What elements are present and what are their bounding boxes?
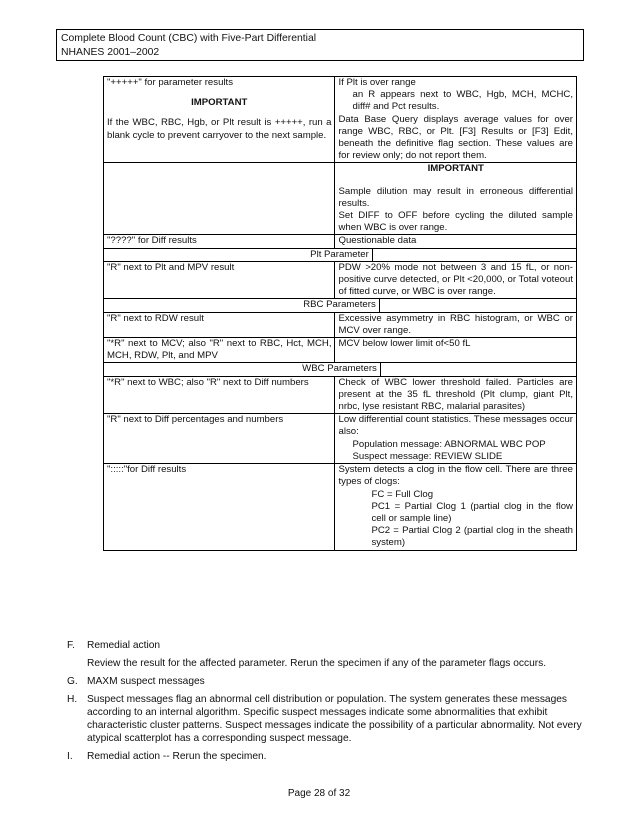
section-cell <box>104 248 577 261</box>
cell-text: Population message: ABNORMAL WBC POP <box>352 438 546 450</box>
table-cell: Check of WBC lower threshold failed. Particles are present at the 35 fL threshold (Plt clump, giant Plt, nrbc, lyse resistant RBC, malarial parasites) <box>335 376 577 414</box>
cell-text: Low differential count statistics. These messages occur also: <box>338 414 573 438</box>
table-row <box>104 338 577 363</box>
table-row <box>104 376 577 414</box>
cell-text: System detects a clog in the flow cell. There are three types of clogs: <box>338 464 573 488</box>
table-row <box>104 163 577 235</box>
table-row <box>104 414 577 464</box>
table-cell: "R" next to RDW result <box>104 312 335 337</box>
table-cell: PDW >20% mode not between 3 and 15 fL, or non-positive curve detected, or Plt <20,000, or Total voteout of fitted curve, or WBC is over range. <box>335 261 577 299</box>
cell-text: Sample dilution may result in erroneous differential results. <box>338 185 573 209</box>
section-row <box>104 363 577 376</box>
table-cell: "R" next to Diff percentages and numbers <box>104 414 335 464</box>
flags-table <box>103 76 577 551</box>
cell-title: "+++++" for parameter results <box>107 77 233 88</box>
list-item <box>67 639 587 652</box>
table-cell: "????" for Diff results <box>104 235 335 248</box>
table-cell: Questionable data <box>335 235 577 248</box>
item-text: Review the result for the affected parameter. Rerun the specimen if any of the parameter flags occurs. <box>87 658 547 669</box>
item-text: Suspect messages flag an abnormal cell distribution or population. The system generates these messages according to an internal algorithm. Specific suspect messages indicate some abnormalities that exhibit characteristic cluster patterns. Suspect messages indicate the possibility of a particular abnormality. Not every atypical scatterplot has a corresponding suspect message. <box>87 694 582 744</box>
table-row <box>104 77 577 163</box>
section-label: RBC Parameters <box>300 299 380 311</box>
item-letter: H. <box>67 694 78 705</box>
table-cell <box>335 163 577 235</box>
table-cell: "*R" next to MCV; also "R" next to RBC, Hct, MCH, MCH, RDW, Plt, and MPV <box>104 338 335 363</box>
section-cell <box>104 363 577 376</box>
section-label: Plt Parameter <box>307 249 373 261</box>
table-cell <box>335 464 577 550</box>
table-cell: MCV below lower limit of<50 fL <box>335 338 577 363</box>
item-letter: I. <box>67 751 73 762</box>
table-cell <box>104 77 335 163</box>
cell-text: FC = Full Clog <box>371 488 434 500</box>
important-label: IMPORTANT <box>191 97 248 109</box>
cell-text: Set DIFF to OFF before cycling the diluted sample when WBC is over range. <box>338 210 573 234</box>
list-item <box>67 693 587 745</box>
cell-text: Data Base Query displays average values for over range WBC, RBC, or Plt. [F3] Results or [F3] Edit, beneath the definitive flag section. These values are for review only; do not report them. <box>338 113 573 162</box>
item-title: Remedial action <box>87 640 161 651</box>
section-row <box>104 248 577 261</box>
important-label: IMPORTANT <box>427 163 484 175</box>
cell-text: If the WBC, RBC, Hgb, or Plt result is +++++, run a blank cycle to prevent carryover to the next sample. <box>107 117 332 141</box>
header-title: Complete Blood Count (CBC) with Five-Part Differential <box>61 33 317 44</box>
table-cell: "*R" next to WBC; also "R" next to Diff numbers <box>104 376 335 414</box>
list-item <box>67 750 587 763</box>
table-cell <box>104 163 335 235</box>
table-cell: Excessive asymmetry in RBC histogram, or WBC or MCV over range. <box>335 312 577 337</box>
cell-text: an R appears next to WBC, Hgb, MCH, MCHC, diff# and Pct results. <box>352 89 573 113</box>
cell-text: PC2 = Partial Clog 2 (partial clog in the sheath system) <box>371 525 573 549</box>
table-row <box>104 261 577 299</box>
cell-text: If Plt is over range <box>338 77 416 88</box>
item-letter: F. <box>67 640 75 651</box>
table-row <box>104 464 577 550</box>
item-title: MAXM suspect messages <box>87 676 205 687</box>
table-row <box>104 235 577 248</box>
table-cell <box>335 414 577 464</box>
page-number: Page 28 of 32 <box>287 788 351 799</box>
table-cell: "R" next to Plt and MPV result <box>104 261 335 299</box>
section-row <box>104 299 577 312</box>
table-cell: ":::::"for Diff results <box>104 464 335 550</box>
page-header <box>56 29 584 61</box>
list-item <box>67 675 587 688</box>
notes-list <box>67 639 587 763</box>
section-label: WBC Parameters <box>299 363 381 375</box>
item-text: Remedial action -- Rerun the specimen. <box>87 751 267 762</box>
item-letter: G. <box>67 676 78 687</box>
header-subtitle: NHANES 2001–2002 <box>61 47 160 58</box>
cell-text: Suspect message: REVIEW SLIDE <box>352 450 503 462</box>
table-row <box>104 312 577 337</box>
section-cell <box>104 299 577 312</box>
cell-text: PC1 = Partial Clog 1 (partial clog in the flow cell or sample line) <box>371 500 573 524</box>
table-cell <box>335 77 577 163</box>
